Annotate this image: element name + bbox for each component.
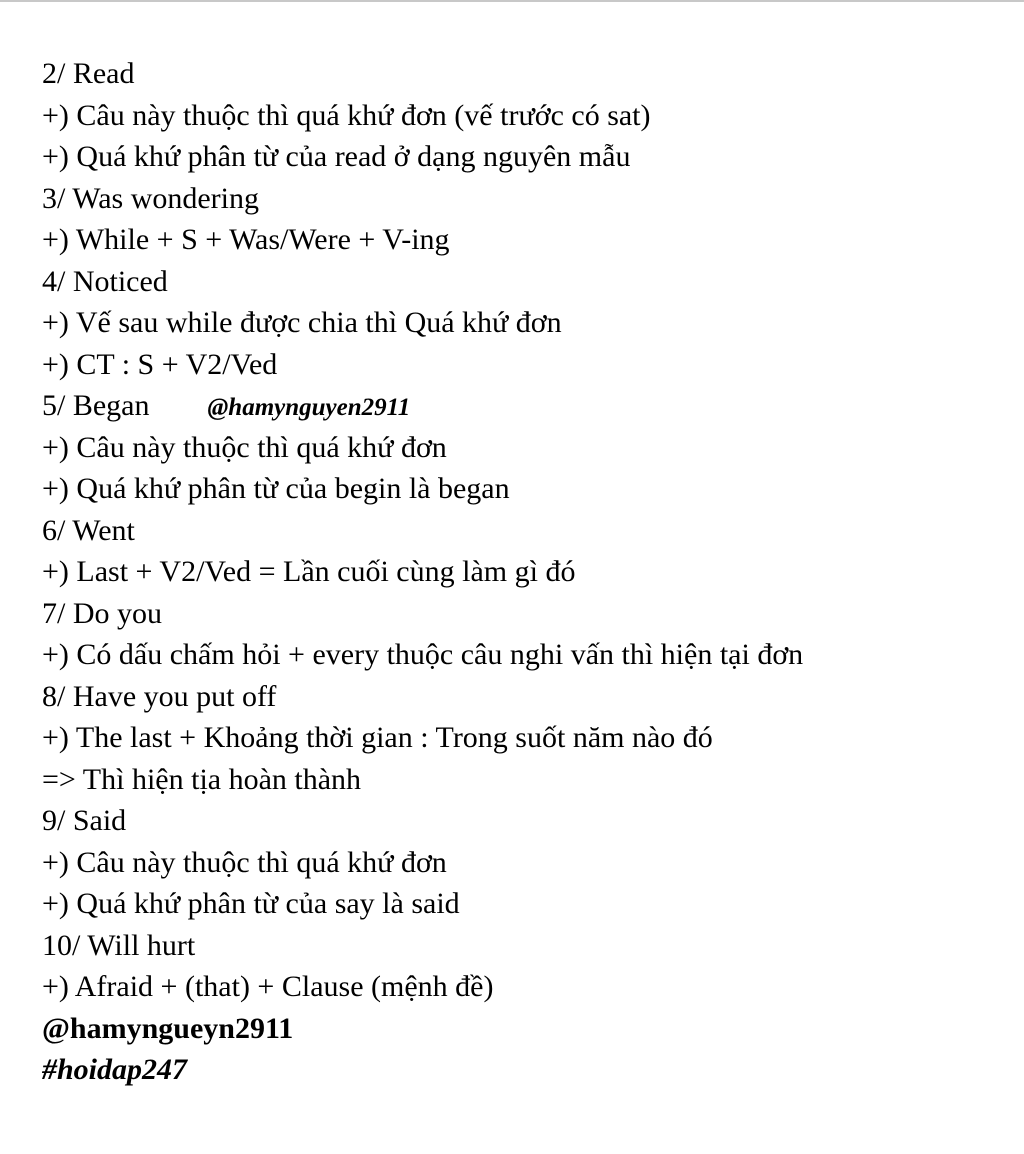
answer-3-note-1: +) While + S + Was/Were + V-ing — [42, 223, 450, 256]
answer-3-heading: 3/ Was wondering — [42, 181, 260, 215]
answer-4-note-2: +) CT : S + V2/Ved — [42, 347, 278, 381]
answer-7-note-1: +) Có dấu chấm hỏi + every thuộc câu nghi vấn thì hiện tại đơn — [42, 638, 804, 671]
answer-9-note-2: +) Quá khứ phân từ của say là said — [42, 887, 460, 920]
answer-8-note-2: => Thì hiện tịa hoàn thành — [42, 762, 362, 796]
hashtag: #hoidap247 — [42, 1053, 188, 1086]
answer-9-note-1: +) Câu này thuộc thì quá khứ đơn — [42, 845, 447, 879]
answer-7-heading: 7/ Do you — [42, 596, 162, 630]
page-top-border — [0, 0, 1024, 2]
answer-5-note-1: +) Câu này thuộc thì quá khứ đơn — [42, 430, 447, 464]
author-handle-inline: @hamynguyen2911 — [207, 394, 411, 421]
answer-2-note-1: +) Câu này thuộc thì quá khứ đơn (vế trước có sat) — [42, 98, 651, 132]
document-body — [42, 53, 1012, 1091]
answer-10-note-1: +) Afraid + (that) + Clause (mệnh đề) — [42, 970, 494, 1003]
author-signature: @hamyngueyn2911 — [42, 1011, 294, 1045]
answer-8-heading: 8/ Have you put off — [42, 679, 277, 713]
answer-6-heading: 6/ Went — [42, 513, 135, 547]
answer-2-note-2: +) Quá khứ phân từ của read ở dạng nguyên mẫu — [42, 140, 631, 173]
answer-5-heading: 5/ Began — [42, 389, 150, 422]
answer-5-note-2: +) Quá khứ phân từ của begin là began — [42, 472, 510, 505]
answer-5-heading-row — [42, 385, 1012, 427]
answer-2-heading: 2/ Read — [42, 57, 135, 90]
answer-10-heading: 10/ Will hurt — [42, 928, 196, 962]
answer-6-note-1: +) Last + V2/Ved = Lần cuối cùng làm gì đó — [42, 555, 576, 588]
answer-8-note-1: +) The last + Khoảng thời gian : Trong suốt năm nào đó — [42, 721, 713, 754]
answer-4-note-1: +) Vế sau while được chia thì Quá khứ đơn — [42, 306, 562, 339]
answer-4-heading: 4/ Noticed — [42, 264, 168, 298]
answer-9-heading: 9/ Said — [42, 804, 127, 837]
